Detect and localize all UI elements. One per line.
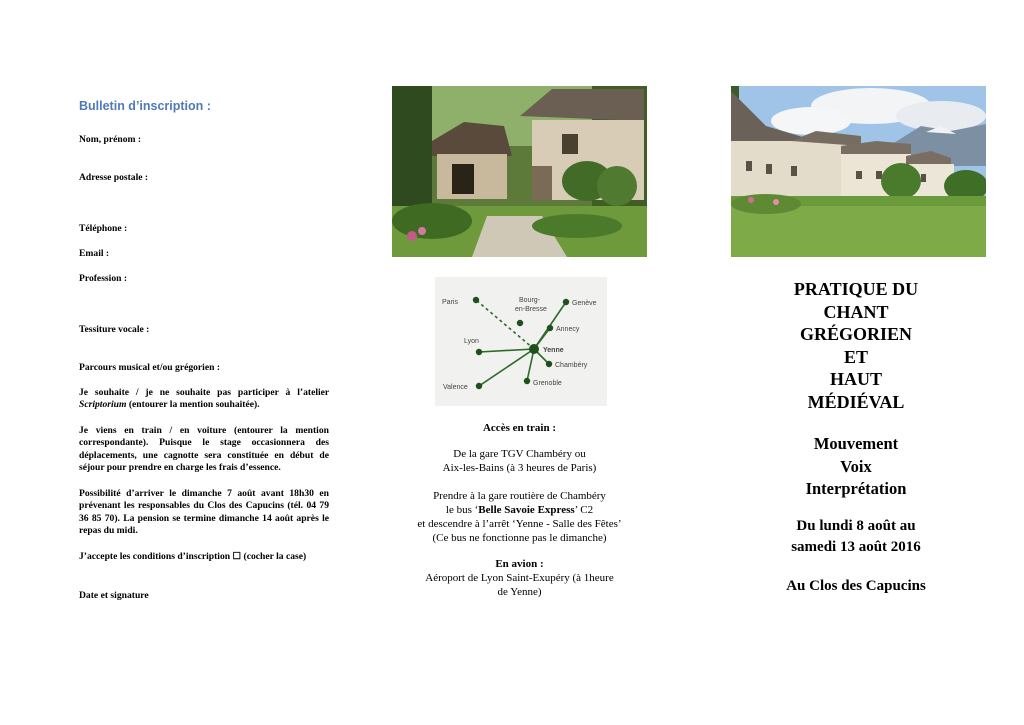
map-dot-geneve: [563, 299, 569, 305]
garden-photo: [731, 86, 986, 257]
train-title: Accès en train :: [482, 422, 556, 434]
map-label-yenne: Yenne: [543, 347, 564, 354]
chapel-photo: [392, 86, 647, 257]
bus-name: Belle Savoie Express: [478, 504, 575, 516]
map-dot-valence: [476, 383, 482, 389]
map-dot-grenoble: [524, 378, 530, 384]
map-label-chambery: Chambéry: [555, 362, 588, 369]
map-dot-paris: [473, 297, 479, 303]
signature-label: Date et signature: [79, 590, 149, 601]
map-label-annecy: Annecy: [556, 326, 580, 333]
event-subtitle: Mouvement Voix Interprétation: [805, 434, 907, 498]
atelier-scriptorium: Scriptorium: [79, 399, 127, 411]
name-label: Nom, prénom :: [79, 134, 142, 145]
form-heading: Bulletin d’inscription :: [79, 99, 211, 113]
map-dot-annecy: [547, 325, 553, 331]
event-place: Au Clos des Capucins: [786, 577, 926, 594]
arrival-text: Possibilité d’arriver le dimanche 7 août avant 18h30 en prévenant les responsables du Clos des Capucins (tél. 04 79 36 85 70). La pension se termine dimanche 14 août après le repas du midi.: [79, 488, 329, 537]
address-label: Adresse postale :: [79, 172, 149, 183]
map-label-paris: Paris: [442, 299, 458, 306]
access-info: [382, 421, 657, 609]
map-label-grenoble: Grenoble: [533, 380, 562, 387]
profession-label: Profession :: [79, 273, 128, 284]
atelier-suffix: (entourer la mention souhaitée).: [126, 399, 260, 411]
event-title: PRATIQUE DU CHANT GRÉGORIEN ET HAUT MÉDIÉVAL: [793, 279, 919, 412]
event-dates: Du lundi 8 août au samedi 13 août 2016: [791, 517, 921, 555]
map-label-valence: Valence: [443, 384, 468, 391]
train-line2: Aix-les-Bains (à 3 heures de Paris): [442, 462, 597, 474]
map-label-lyon: Lyon: [464, 338, 479, 345]
atelier-main: Je souhaite / je ne souhaite pas participer à l’atelier: [79, 387, 329, 398]
bus-after: ’ C2 et descendre à l’arrêt ‘Yenne - Salle des Fêtes’ (Ce bus ne fonctionne pas le dimanche): [417, 504, 622, 544]
route-lyon: [479, 349, 534, 352]
map-dot-lyon: [476, 349, 482, 355]
event-info: [740, 278, 972, 596]
map-dot-yenne: [529, 344, 539, 354]
map-label-bourg: Bourg-en-Bresse: [515, 297, 547, 313]
map-label-geneve: Genève: [572, 300, 597, 307]
atelier-text: [79, 387, 329, 412]
voice-label: Tessiture vocale :: [79, 324, 150, 335]
bus-before: Prendre à la gare routière de Chambéry le bus ‘: [433, 490, 606, 516]
train-line1: De la gare TGV Chambéry ou: [453, 448, 586, 460]
phone-label: Téléphone :: [79, 223, 128, 234]
travel-text: Je viens en train / en voiture (entourer la mention correspondante). Puisque le stage occasionnera des déplacements, une cagnotte sera constituée en début de séjour pour prendre en charge les frais d’essence.: [79, 425, 329, 474]
conditions-text: J’accepte les conditions d’inscription ☐ (cocher la case): [79, 551, 307, 562]
background-label: Parcours musical et/ou grégorien :: [79, 362, 221, 373]
plane-text: Aéroport de Lyon Saint-Exupéry (à 1heure de Yenne): [425, 572, 614, 598]
plane-title: En avion :: [495, 558, 544, 570]
route-map: [435, 277, 607, 406]
email-label: Email :: [79, 248, 110, 259]
map-dot-bourg: [517, 320, 523, 326]
map-dot-chambery: [546, 361, 552, 367]
